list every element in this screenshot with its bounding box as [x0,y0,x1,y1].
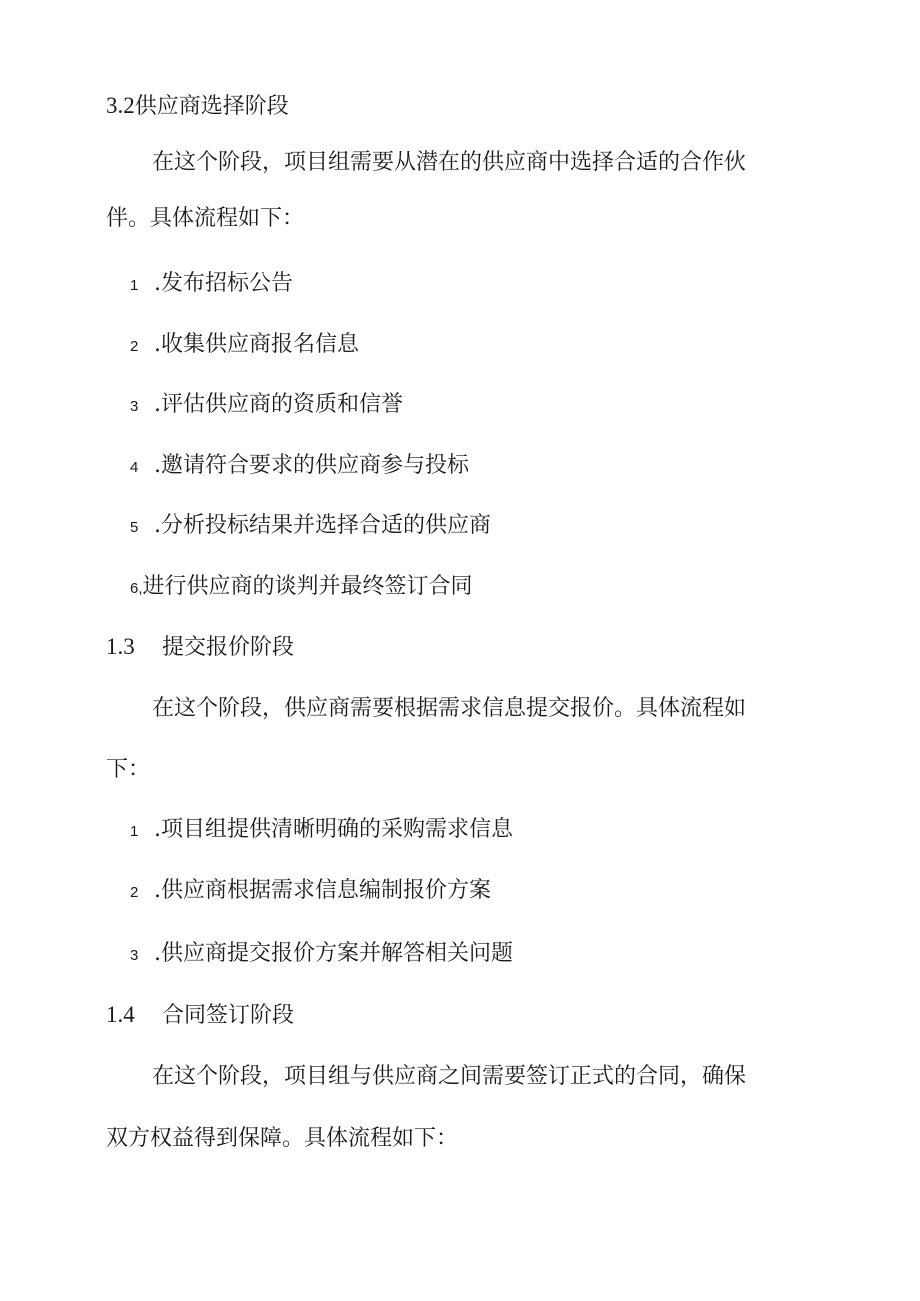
list-item-text: .评估供应商的资质和信誉 [154,392,403,417]
paragraph-line: 下： [106,757,151,782]
section-heading-1-3 [106,632,294,663]
list-item-text: .发布招标公告 [154,271,293,296]
paragraph-line: 在这个阶段，项目组需要从潜在的供应商中选择合适的合作伙 [152,150,747,175]
list-item [130,451,469,483]
list-item-text: .邀请符合要求的供应商参与投标 [154,453,469,478]
list-item [130,390,403,422]
paragraph-line: 双方权益得到保障。具体流程如下： [106,1126,459,1151]
list-item [130,939,513,971]
list-item-text: .供应商提交报价方案并解答相关问题 [154,941,513,966]
list-item [130,572,473,604]
section-title: 供应商选择阶段 [134,94,289,119]
section-heading-1-4 [106,1000,294,1031]
list-item-number: 2 [130,884,139,901]
paragraph-line: 在这个阶段，供应商需要根据需求信息提交报价。具体流程如 [152,696,747,721]
list-item-number: 1 [130,823,139,840]
list-item [130,511,491,543]
list-item-text: .收集供应商报名信息 [154,332,359,357]
section-number: 1.4 [106,1002,135,1027]
list-item [130,269,293,301]
section-number: 3.2 [106,93,135,118]
list-item-text: .分析投标结果并选择合适的供应商 [154,513,491,538]
section-number: 1.3 [106,634,135,659]
list-item-text: .项目组提供清晰明确的采购需求信息 [154,817,513,842]
section-heading-3-2 [106,91,289,122]
paragraph-line: 伴。具体流程如下： [106,206,305,231]
list-item-text: 进行供应商的谈判并最终签订合同 [142,574,473,599]
list-item-number: 5 [130,519,139,536]
list-item [130,815,513,847]
list-item-number: 3 [130,398,139,415]
list-item-number: 4 [130,459,139,476]
list-item [130,330,359,362]
paragraph-line: 在这个阶段，项目组与供应商之间需要签订正式的合同，确保 [152,1064,747,1089]
list-item-text: .供应商根据需求信息编制报价方案 [154,878,491,903]
list-item-number: 1 [130,277,139,294]
list-item-number: 3 [130,947,139,964]
list-item [130,876,491,908]
list-item-number: 6, [130,580,143,597]
list-item-number: 2 [130,338,139,355]
section-title: 提交报价阶段 [162,635,295,660]
section-title: 合同签订阶段 [162,1003,295,1028]
